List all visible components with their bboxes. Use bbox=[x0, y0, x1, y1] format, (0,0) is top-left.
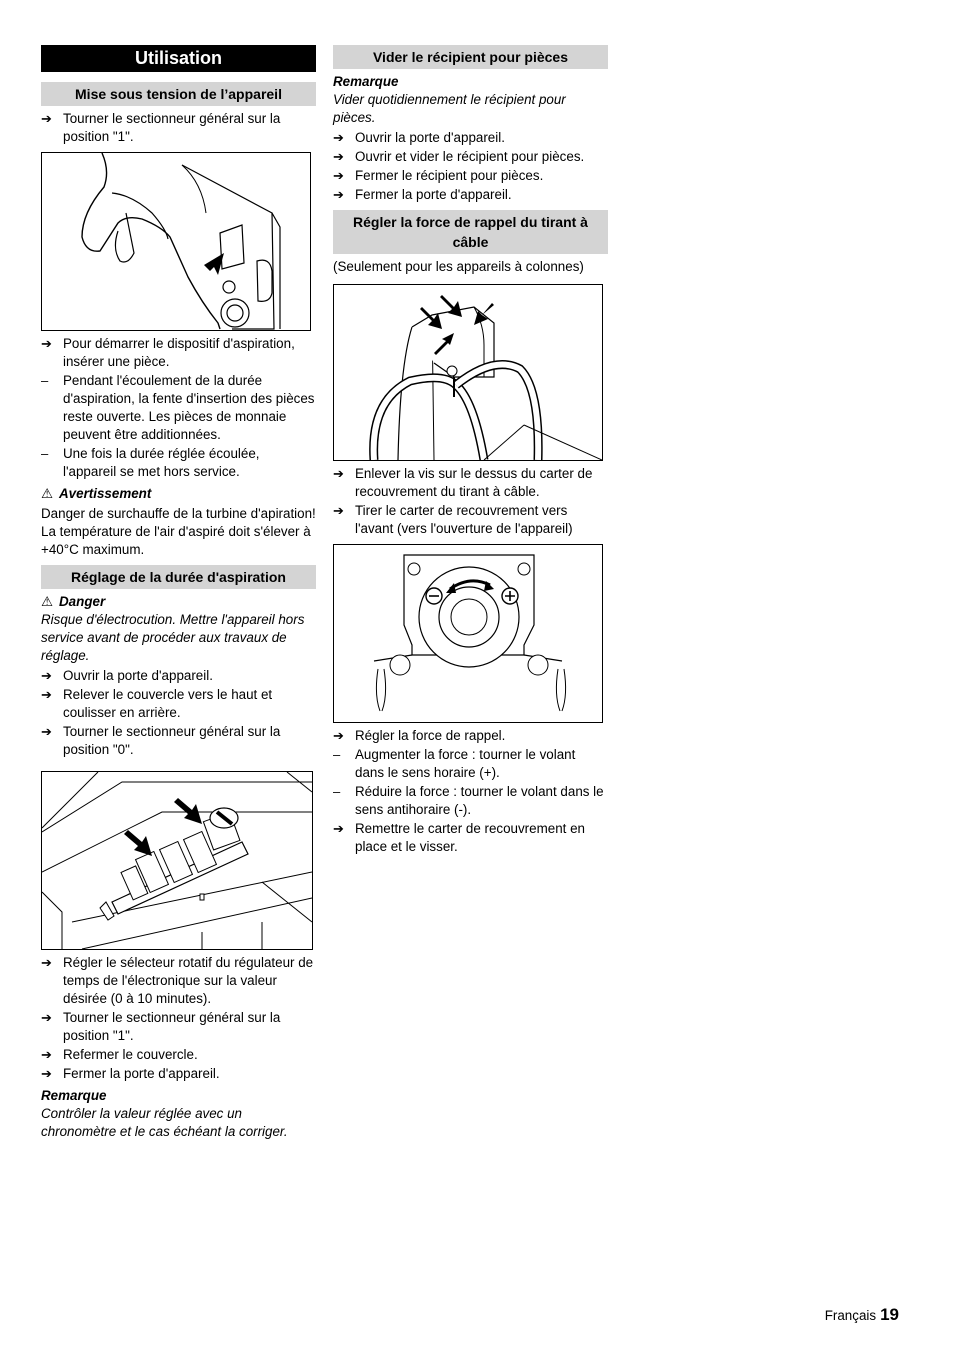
list-item: ➔ Tirer le carter de recouvrement vers l'avant (vers l'ouverture de l'appareil) bbox=[333, 503, 573, 536]
list-item: ➔ Fermer le récipient pour pièces. bbox=[333, 168, 544, 183]
list-item: ➔ Enlever la vis sur le dessus du carter de recouvrement du tirant à câble. bbox=[333, 466, 593, 499]
arrow-right-icon: ➔ bbox=[333, 149, 344, 164]
page-footer bbox=[825, 1306, 899, 1325]
page-number: 19 bbox=[880, 1305, 899, 1324]
section-heading-cable-force: Régler la force de rappel du tirant à câble bbox=[333, 210, 608, 254]
arrow-right-icon: ➔ bbox=[333, 466, 344, 481]
list-item: ➔ Tourner le sectionneur général sur la position "1". bbox=[41, 111, 281, 144]
figure-timer-module bbox=[41, 771, 313, 950]
list-item: ➔ Pour démarrer le dispositif d'aspiration, insérer une pièce. bbox=[41, 336, 295, 369]
list-item: ➔ Régler la force de rappel. bbox=[333, 728, 506, 743]
warning-heading: ⚠ Avertissement bbox=[41, 486, 152, 501]
figure-cable-cover bbox=[333, 284, 603, 461]
arrow-right-icon: ➔ bbox=[333, 503, 344, 518]
arrow-right-icon: ➔ bbox=[41, 1066, 52, 1081]
warning-triangle-icon: ⚠ bbox=[41, 594, 54, 609]
list-item: ➔ Relever le couvercle vers le haut et coulisser en arrière. bbox=[41, 687, 273, 720]
arrow-right-icon: ➔ bbox=[333, 728, 344, 743]
list-item: ➔ Tourner le sectionneur général sur la position "1". bbox=[41, 1010, 281, 1043]
section-heading-empty-container: Vider le récipient pour pièces bbox=[333, 45, 608, 69]
note-heading: Remarque bbox=[41, 1088, 107, 1103]
note-text: Vider quotidiennement le récipient pour pièces. bbox=[333, 92, 566, 125]
list-item: ➔ Ouvrir la porte d'appareil. bbox=[333, 130, 505, 145]
arrow-right-icon: ➔ bbox=[41, 1047, 52, 1062]
list-item: ➔ Ouvrir la porte d'appareil. bbox=[41, 668, 213, 683]
cable-cover-illustration bbox=[334, 285, 602, 460]
list-item: – Pendant l'écoulement de la durée d'aspiration, la fente d'insertion des pièces reste ouverte. Les pièces de monnaie peuvent être additionnées. bbox=[41, 373, 315, 442]
list-item: – Augmenter la force : tourner le volant dans le sens horaire (+). bbox=[333, 747, 576, 780]
arrow-right-icon: ➔ bbox=[41, 111, 52, 126]
left-column bbox=[41, 45, 316, 1143]
section-subtitle: (Seulement pour les appareils à colonnes) bbox=[333, 259, 584, 274]
list-item: ➔ Refermer le couvercle. bbox=[41, 1047, 198, 1062]
list-item: – Réduire la force : tourner le volant dans le sens antihoraire (-). bbox=[333, 784, 604, 817]
warning-triangle-icon: ⚠ bbox=[41, 486, 54, 501]
arrow-right-icon: ➔ bbox=[41, 336, 52, 351]
footer-language: Français bbox=[824, 1308, 877, 1323]
warning-text: Danger de surchauffe de la turbine d'apiration! La température de l'air d'aspiré doit s'élever à +40°C maximum. bbox=[41, 506, 316, 557]
tension-wheel-illustration bbox=[334, 545, 602, 722]
arrow-right-icon: ➔ bbox=[333, 130, 344, 145]
coin-slot-illustration bbox=[42, 153, 310, 330]
note-text: Contrôler la valeur réglée avec un chronomètre et le cas échéant la corriger. bbox=[41, 1106, 288, 1139]
list-item: ➔ Fermer la porte d'appareil. bbox=[41, 1066, 220, 1081]
dash-marker: – bbox=[41, 373, 49, 388]
arrow-right-icon: ➔ bbox=[41, 687, 52, 702]
section-heading-power-on: Mise sous tension de l’appareil bbox=[41, 82, 316, 106]
dash-marker: – bbox=[41, 446, 49, 461]
list-item: ➔ Fermer la porte d'appareil. bbox=[333, 187, 512, 202]
arrow-right-icon: ➔ bbox=[333, 187, 344, 202]
list-item: ➔ Tourner le sectionneur général sur la position "0". bbox=[41, 724, 281, 757]
figure-tension-wheel bbox=[333, 544, 603, 723]
timer-module-illustration bbox=[42, 772, 312, 949]
right-column bbox=[333, 45, 608, 857]
arrow-right-icon: ➔ bbox=[41, 668, 52, 683]
arrow-right-icon: ➔ bbox=[41, 1010, 52, 1025]
page-title: Utilisation bbox=[41, 45, 316, 72]
arrow-right-icon: ➔ bbox=[333, 168, 344, 183]
section-heading-duration: Réglage de la durée d'aspiration bbox=[41, 565, 316, 589]
note-heading: Remarque bbox=[333, 74, 399, 89]
arrow-right-icon: ➔ bbox=[41, 955, 52, 970]
list-item: ➔ Ouvrir et vider le récipient pour pièces. bbox=[333, 149, 585, 164]
dash-marker: – bbox=[333, 747, 341, 762]
arrow-right-icon: ➔ bbox=[41, 724, 52, 739]
list-item: ➔ Remettre le carter de recouvrement en place et le visser. bbox=[333, 821, 585, 854]
list-item: ➔ Régler le sélecteur rotatif du régulateur de temps de l'électronique sur la valeur désirée (0 à 10 minutes). bbox=[41, 955, 314, 1006]
danger-heading: ⚠ Danger bbox=[41, 594, 106, 609]
arrow-right-icon: ➔ bbox=[333, 821, 344, 836]
dash-marker: – bbox=[333, 784, 341, 799]
figure-coin-slot bbox=[41, 152, 311, 331]
danger-text: Risque d'électrocution. Mettre l'appareil hors service avant de procéder aux travaux de réglage. bbox=[41, 612, 305, 663]
list-item: – Une fois la durée réglée écoulée, l'appareil se met hors service. bbox=[41, 446, 260, 479]
